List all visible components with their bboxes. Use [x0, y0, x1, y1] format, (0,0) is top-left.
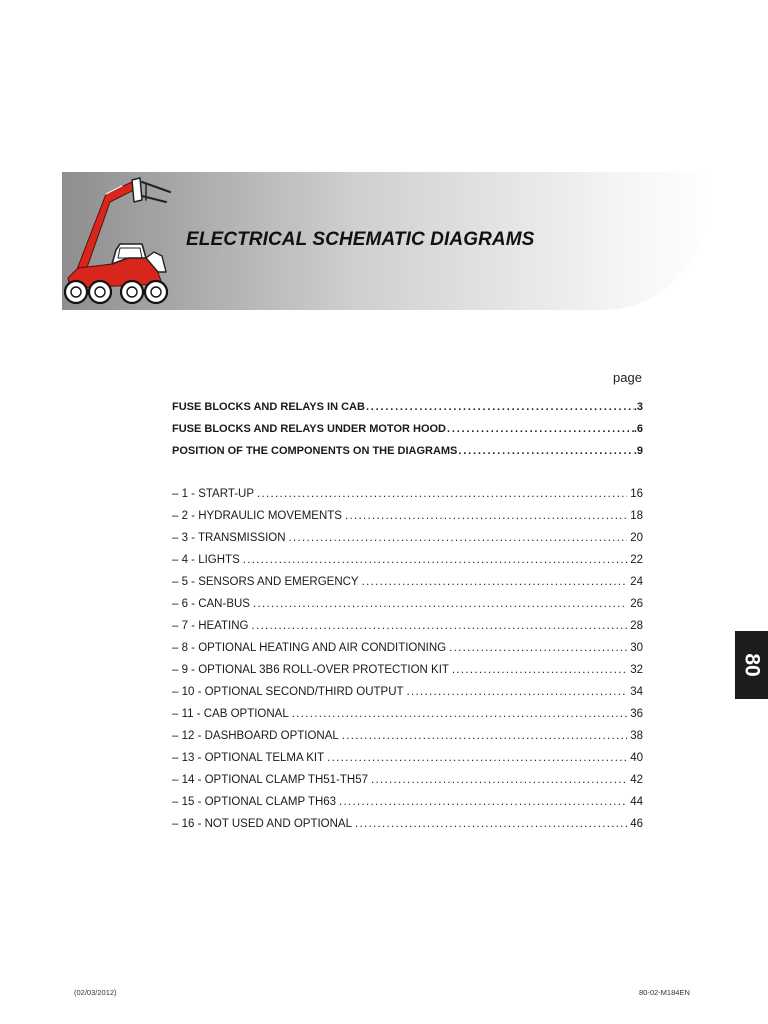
toc-entry-title: – 11 - CAB OPTIONAL — [172, 708, 289, 720]
toc-leader-dots — [253, 598, 627, 610]
chapter-tab-label: 80 — [740, 653, 764, 677]
toc-entry-page: .6 — [633, 423, 643, 435]
toc-entry-title: – 5 - SENSORS AND EMERGENCY — [172, 576, 359, 588]
toc-entry-title: – 2 - HYDRAULIC MOVEMENTS — [172, 510, 342, 522]
chapter-title: ELECTRICAL SCHEMATIC DIAGRAMS — [186, 229, 535, 250]
toc-entry-title: – 7 - HEATING — [172, 620, 249, 632]
toc-entry-title: – 14 - OPTIONAL CLAMP TH51-TH57 — [172, 774, 368, 786]
toc-leader-dots — [251, 620, 627, 632]
toc-entry[interactable] — [172, 664, 643, 676]
toc-entry[interactable] — [172, 730, 643, 742]
toc-entry-title: – 1 - START-UP — [172, 488, 255, 500]
toc-leader-dots — [257, 488, 627, 500]
page-column-label: page — [613, 370, 642, 385]
toc-leader-dots — [458, 445, 633, 457]
toc-leader-dots — [366, 401, 634, 413]
toc-entry[interactable] — [172, 708, 643, 720]
toc-entry[interactable] — [172, 620, 643, 632]
toc-entry-page: 36 — [630, 708, 643, 720]
toc-entry-page: .3 — [633, 401, 643, 413]
toc-entry[interactable] — [172, 818, 643, 830]
toc-leader-dots — [327, 752, 627, 764]
toc-entry-page: 20 — [630, 532, 643, 544]
footer-date: (02/03/2012) — [74, 988, 117, 997]
toc-entry[interactable] — [172, 488, 643, 500]
toc-entry-page: 28 — [630, 620, 643, 632]
toc-entry-page: 34 — [630, 686, 643, 698]
toc-entry[interactable] — [172, 576, 643, 588]
toc-leader-dots — [371, 774, 627, 786]
toc-entry-title: – 4 - LIGHTS — [172, 554, 240, 566]
toc-entry-page: 38 — [630, 730, 643, 742]
toc-entry-page: .9 — [633, 445, 643, 457]
toc-entry-title: POSITION OF THE COMPONENTS ON THE DIAGRAMS — [172, 445, 458, 457]
toc-entry-title: – 3 - TRANSMISSION — [172, 532, 286, 544]
toc-entry[interactable] — [172, 774, 643, 786]
toc-leader-dots — [362, 576, 628, 588]
toc-leader-dots — [243, 554, 627, 566]
toc-leader-dots — [452, 664, 627, 676]
toc-entry[interactable] — [172, 796, 643, 808]
toc-entry-page: 42 — [630, 774, 643, 786]
toc-leader-dots — [449, 642, 627, 654]
chapter-banner — [62, 172, 713, 310]
toc-entry-title: – 12 - DASHBOARD OPTIONAL — [172, 730, 339, 742]
toc-entry-title: – 6 - CAN-BUS — [172, 598, 250, 610]
toc-entry-title: FUSE BLOCKS AND RELAYS IN CAB — [172, 401, 365, 413]
chapter-tab — [735, 631, 768, 699]
toc-entry[interactable] — [172, 510, 643, 522]
toc-main-entry[interactable] — [172, 445, 643, 457]
toc-entry-title: – 9 - OPTIONAL 3B6 ROLL-OVER PROTECTION KIT — [172, 664, 449, 676]
toc-entry-page: 44 — [630, 796, 643, 808]
toc-leader-dots — [339, 796, 627, 808]
toc-leader-dots — [292, 708, 627, 720]
toc-main-entry[interactable] — [172, 401, 643, 413]
toc-entry-page: 24 — [630, 576, 643, 588]
toc-entry-page: 32 — [630, 664, 643, 676]
toc-entry-page: 40 — [630, 752, 643, 764]
toc-entry-page: 22 — [630, 554, 643, 566]
toc-entry-title: – 10 - OPTIONAL SECOND/THIRD OUTPUT — [172, 686, 404, 698]
toc-leader-dots — [345, 510, 627, 522]
toc-entry-title: – 13 - OPTIONAL TELMA KIT — [172, 752, 325, 764]
toc-entry[interactable] — [172, 532, 643, 544]
toc-entry-page: 30 — [630, 642, 643, 654]
toc-entry-title: – 15 - OPTIONAL CLAMP TH63 — [172, 796, 337, 808]
toc-entry-title: – 8 - OPTIONAL HEATING AND AIR CONDITIONING — [172, 642, 447, 654]
toc-entry[interactable] — [172, 686, 643, 698]
footer-doc-code: 80-02-M184EN — [639, 988, 690, 997]
toc-leader-dots — [407, 686, 628, 698]
toc-entry-page: 18 — [630, 510, 643, 522]
toc-entry[interactable] — [172, 554, 643, 566]
toc-entry-page: 46 — [630, 818, 643, 830]
toc-entry-page: 16 — [630, 488, 643, 500]
toc-leader-dots — [447, 423, 634, 435]
toc-entry-page: 26 — [630, 598, 643, 610]
toc-entry[interactable] — [172, 598, 643, 610]
toc-entry-title: FUSE BLOCKS AND RELAYS UNDER MOTOR HOOD — [172, 423, 447, 435]
toc-entry[interactable] — [172, 752, 643, 764]
toc-main-entry[interactable] — [172, 423, 643, 435]
toc-entry-title: – 16 - NOT USED AND OPTIONAL — [172, 818, 353, 830]
toc-leader-dots — [355, 818, 627, 830]
toc-leader-dots — [289, 532, 628, 544]
toc-leader-dots — [342, 730, 627, 742]
toc-entry[interactable] — [172, 642, 643, 654]
